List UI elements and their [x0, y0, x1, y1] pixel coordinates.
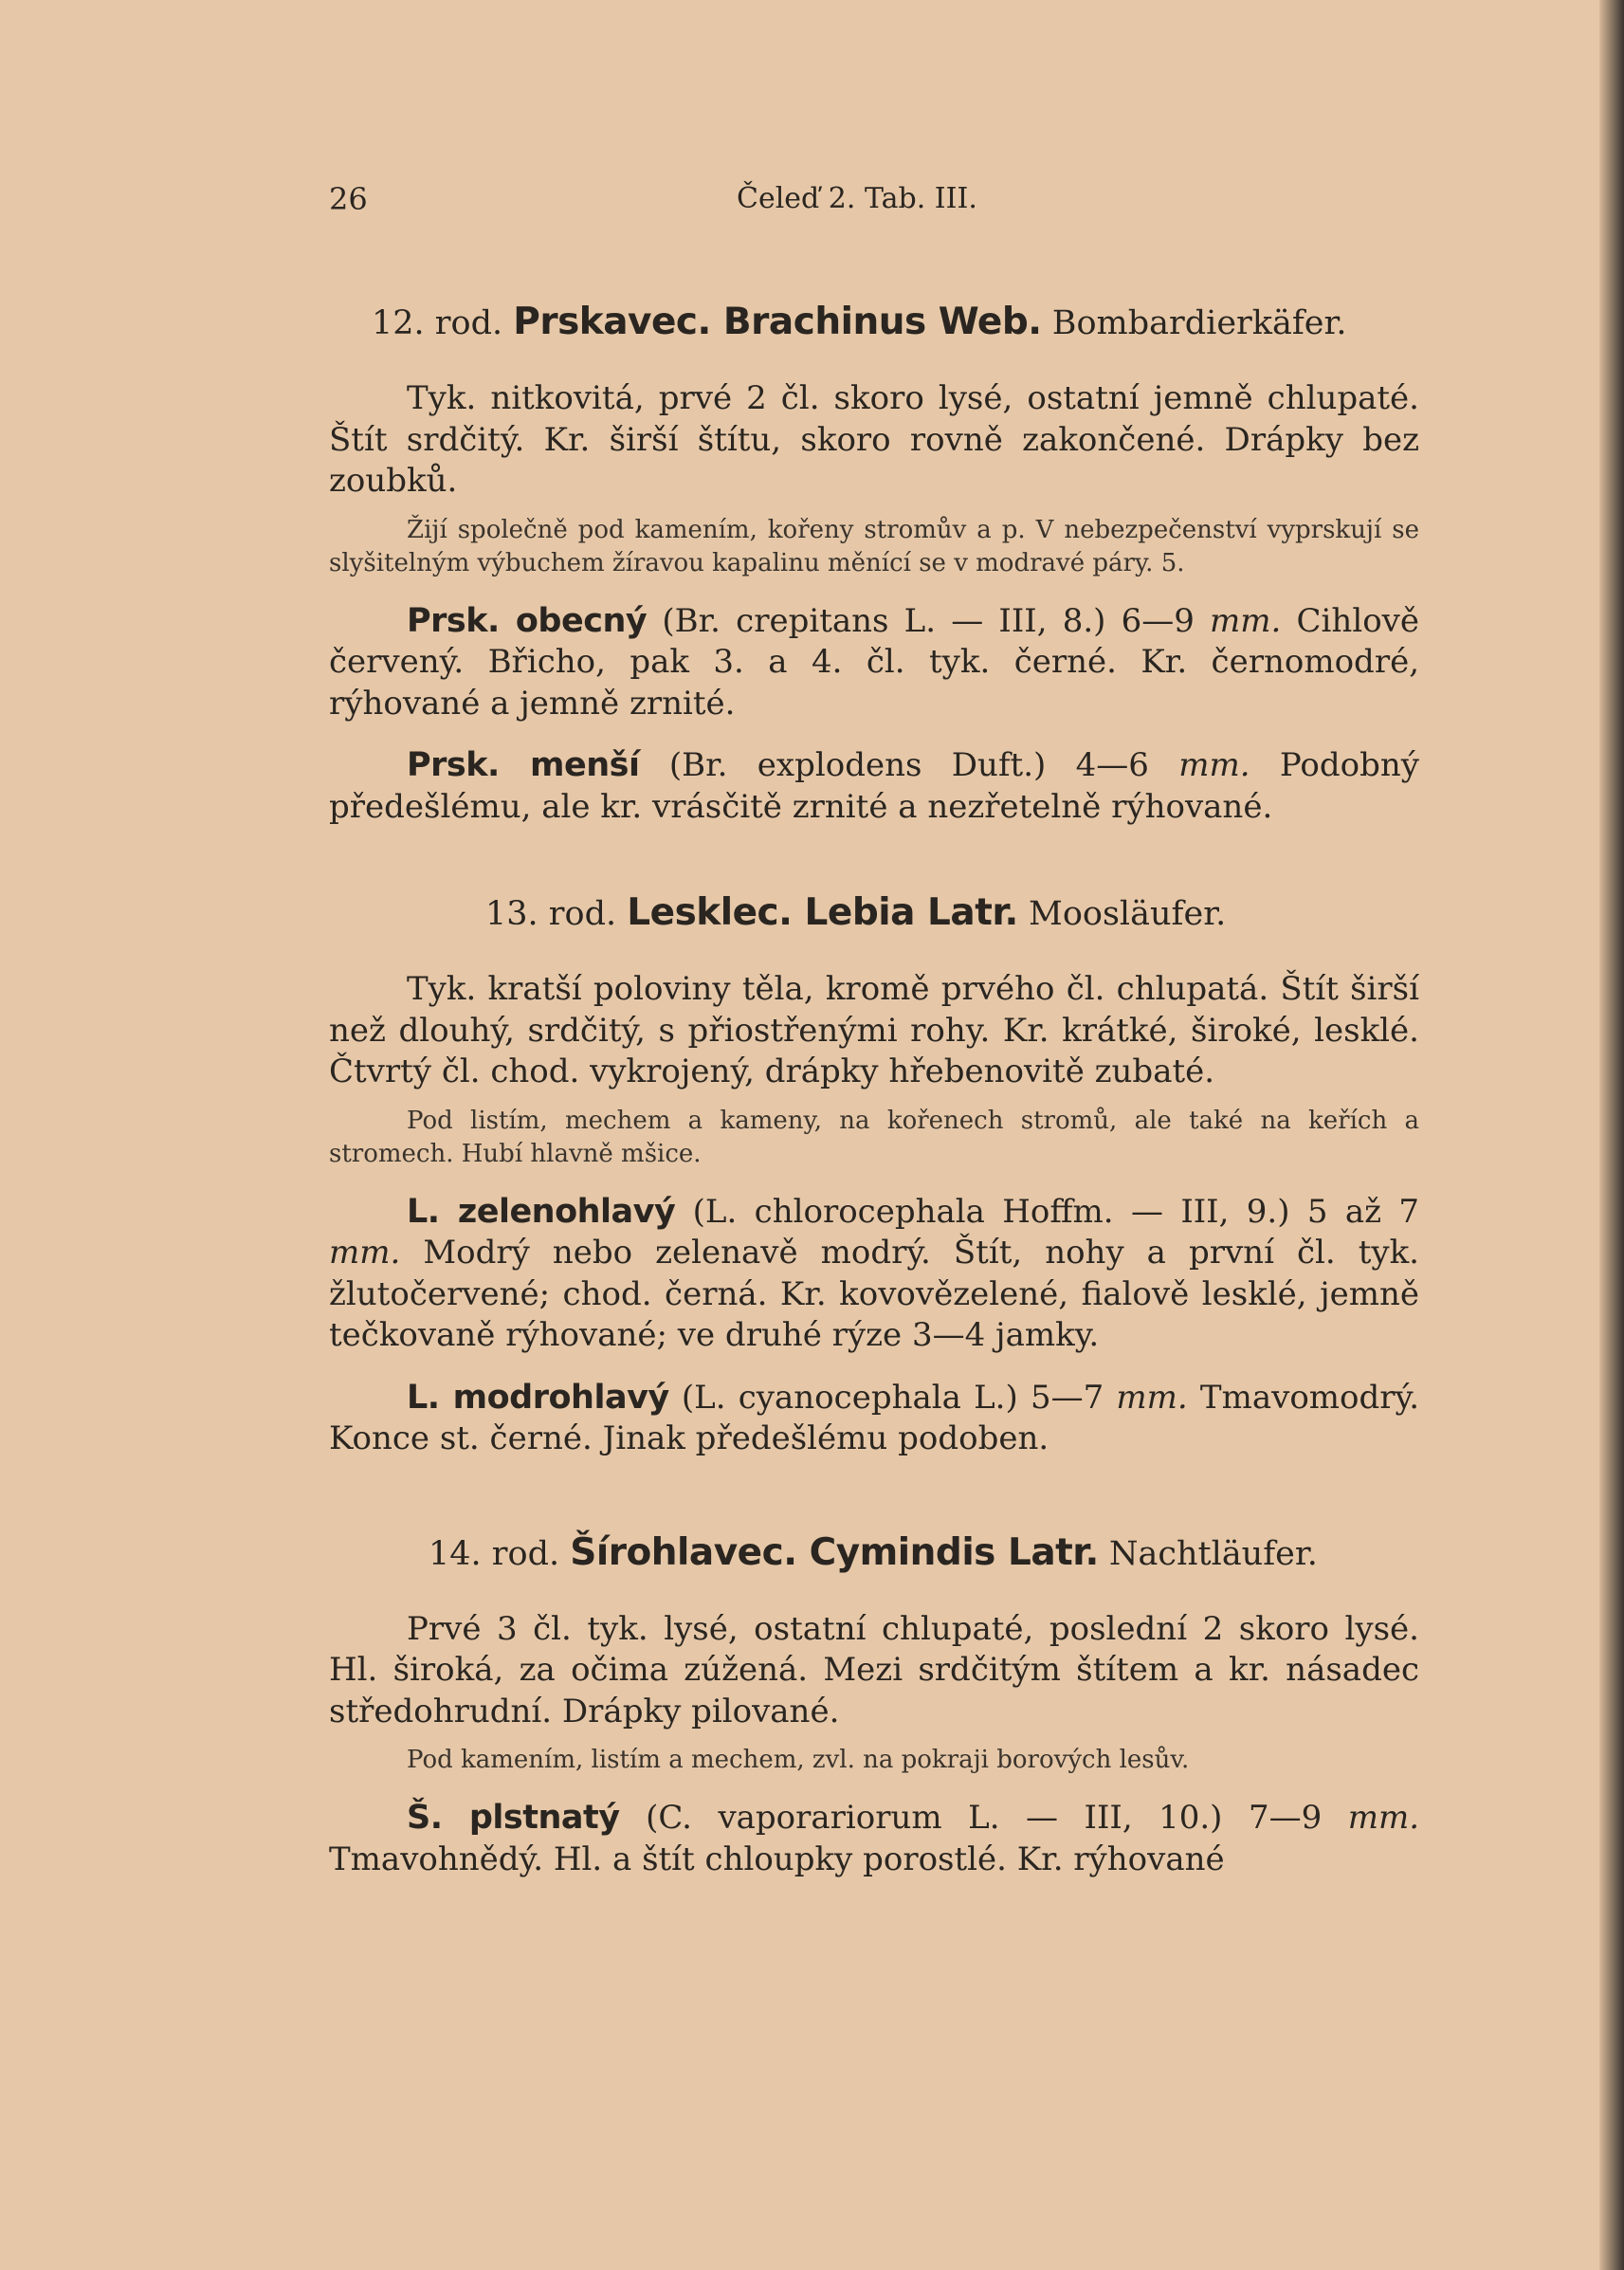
species-latin: (L. chlorocephala Hoffm. — III, 9.)	[692, 1192, 1290, 1231]
species-size: 5 až 7	[1306, 1192, 1420, 1231]
species-entry	[329, 745, 1419, 828]
genus-heading-cymindis	[429, 1527, 1419, 1581]
species-text: Modrý nebo zelenavě modrý. Štít, nohy a první čl. tyk. žlutočervené; chod. černá. Kr. kovovězelené, fialově lesklé, jemně tečkovaně rýhované; ve druhé rýze 3—4 jamky.	[329, 1234, 1419, 1354]
genus-rank: 12. rod.	[372, 304, 503, 342]
size-unit: mm.	[1210, 601, 1282, 640]
species-latin: (C. vaporariorum L. — III, 10.)	[646, 1799, 1223, 1837]
genus-description: Tyk. kratší poloviny těla, kromě prvého čl. chlupatá. Štít širší než dlouhý, srdčitý, s přiostřenými rohy. Kr. krátké, široké, lesklé. Čtvrtý čl. chod. vykrojený, drápky hřebenovitě zubaté.	[329, 970, 1419, 1090]
species-size: 6—9	[1121, 601, 1195, 640]
species-size: 4—6	[1075, 746, 1149, 784]
genus-name: Prskavec. Brachinus Web.	[513, 301, 1042, 343]
habitat-note: Žijí společně pod kamením, kořeny stromův a p. V nebezpečenství vyprskují se slyšitelným výbuchem žíravou kapalinu měnící se v modravé páry. 5.	[329, 515, 1419, 577]
genus-rank: 14. rod.	[429, 1534, 560, 1573]
genus-german-name: Moosläufer.	[1028, 895, 1227, 933]
genus-name: Lesklec. Lebia Latr.	[627, 891, 1018, 934]
genus-rank: 13. rod.	[485, 895, 617, 933]
genus-german-name: Nachtläufer.	[1108, 1534, 1318, 1573]
species-text: Tmavohnědý. Hl. a štít chloupky porostlé. Kr. rýhované	[329, 1840, 1225, 1878]
size-unit: mm.	[1116, 1378, 1188, 1417]
species-entry	[329, 601, 1419, 725]
genus-german-name: Bombardierkäfer.	[1051, 304, 1347, 342]
species-text: Podobný předešlému, ale kr. vrásčitě zrnité a nezřetelně rýhované.	[329, 746, 1419, 826]
species-entry	[329, 1798, 1419, 1880]
genus-heading-brachinus	[372, 296, 1419, 350]
running-title: Čeleď 2. Tab. III.	[737, 182, 977, 215]
genus-description: Prvé 3 čl. tyk. lysé, ostatní chlupaté, poslední 2 skoro lysé. Hl. široká, za očima zúžená. Mezi srdčitým štítem a kr. násadec středohrudní. Drápky pilované.	[329, 1609, 1419, 1730]
species-size: 5—7	[1030, 1378, 1104, 1417]
species-latin: (L. cyanocephala L.)	[681, 1378, 1018, 1417]
species-text: Cihlově červený. Břicho, pak 3. a 4. čl. tyk. černé. Kr. černomodré, rýhované a jemně zrnité.	[329, 601, 1419, 723]
habitat-note: Pod kamením, listím a mechem, zvl. na pokraji borových lesův.	[407, 1746, 1190, 1774]
species-name: L. modrohlavý	[407, 1378, 669, 1417]
species-name: Prsk. obecný	[407, 601, 648, 640]
genus-name: Šírohlavec. Cymindis Latr.	[570, 1530, 1099, 1574]
size-unit: mm.	[1347, 1799, 1420, 1837]
habitat-note: Pod listím, mechem a kameny, na kořenech stromů, ale také na keřích a stromech. Hubí hlavně mšice.	[329, 1106, 1419, 1168]
species-latin: (Br. crepitans L. — III, 8.)	[662, 601, 1106, 640]
species-name: L. zelenohlavý	[407, 1192, 676, 1231]
size-unit: mm.	[329, 1234, 401, 1272]
page-edge-shadow	[1599, 0, 1624, 2270]
species-latin: (Br. explodens Duft.)	[668, 746, 1047, 784]
species-name: Š. plstnatý	[407, 1799, 620, 1837]
page-header	[329, 171, 1419, 239]
species-size: 7—9	[1248, 1799, 1323, 1837]
species-text: Tmavomodrý. Konce st. černé. Jinak předešlému podoben.	[329, 1378, 1420, 1457]
species-entry	[329, 1378, 1419, 1460]
species-entry	[329, 1192, 1419, 1357]
genus-heading-lebia	[485, 887, 1419, 941]
page-number: 26	[329, 181, 368, 217]
size-unit: mm.	[1178, 746, 1250, 784]
book-page	[329, 171, 1419, 1880]
genus-description: Tyk. nitkovitá, prvé 2 čl. skoro lysé, ostatní jemně chlupaté. Štít srdčitý. Kr. širší štítu, skoro rovně zakončené. Drápky bez zoubků.	[329, 379, 1419, 500]
species-name: Prsk. menší	[407, 746, 640, 784]
